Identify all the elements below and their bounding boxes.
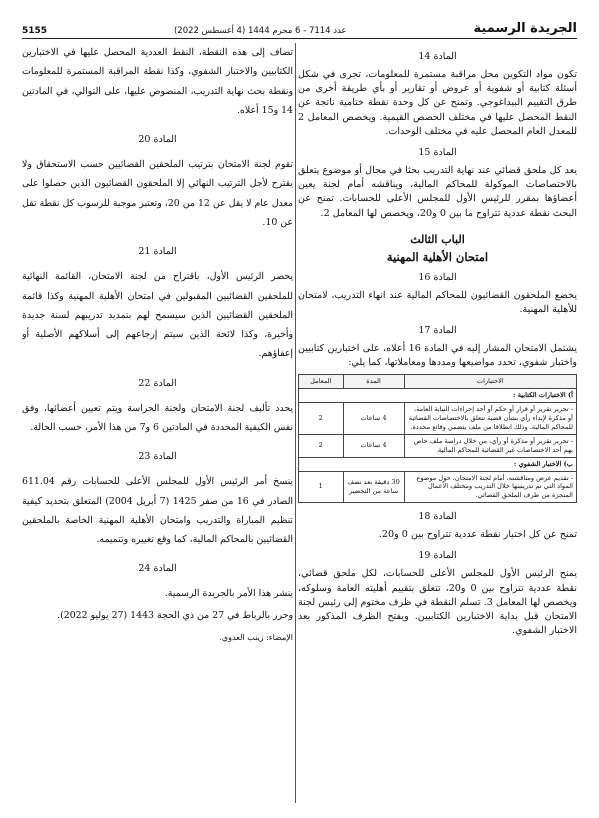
- article-15-title: المادة 15: [418, 146, 457, 158]
- article-24-text: ينشر هذا الأمر بالجريدة الرسمية.: [164, 588, 294, 600]
- closing-date: وحرر بالرباط في 27 من ذي الحجة 1443 (27 يوليو 2022).: [57, 609, 294, 621]
- section-written: أ) الاختبارات الكتابية :: [299, 389, 577, 403]
- exam-description: - تحرير تقرير أو قرار أو حكم أو أحد إجراءات النيابة العامة، أو مذكرة لإبداء رأي بشأن قضية تتعلق بالاختصاصات القضائية للمحاكم المالية، وذلك انطلاقا من ملف يتضمن وقائع محددة.: [404, 403, 576, 435]
- exam-duration: 4 ساعات: [343, 403, 404, 435]
- article-17-title: المادة 17: [418, 325, 457, 337]
- table-header-exams: الاختبارات: [404, 375, 576, 389]
- page-header: [22, 18, 577, 39]
- article-23-text: ينسخ أمر الرئيس الأول للمجلس الأعلى للحسابات رقم 611.04 الصادر في 16 من صفر 1425 (7 أبريل 2004) المتعلق بتحديد كيفية تنظيم المباراة والتدريب وامتحان الأهلية المهنية الخاصة بالملحقين القضائيين بالمحاكم المالية، كما وقع تغييره وتتميمه.: [22, 476, 294, 546]
- article-16-text: يخضع الملحقون القضائيون للمحاكم المالية عند انهاء التدريب، لامتحان للأهلية المهنية.: [298, 289, 577, 315]
- article-20-text: تقوم لجنة الامتحان بترتيب الملحقين القضائيين حسب الاستحقاق ولا يقترح لأجل الترتيب النهائي إلا الملحقون القضائيون الذين حصلوا على معدل عام لا يقل عن 12 من 20، وتعتبر موجبة للرسوب كل نقطة تقل عن 10.: [22, 159, 294, 228]
- table-header-row: [299, 375, 577, 389]
- table-row: [299, 471, 577, 503]
- article-21-text: يحصر الرئيس الأول، باقتراح من لجنة الامتحان، القائمة النهائية للملحقين القضائيين المقبولين في امتحان الأهلية المهنية وكذا قائمة الملحقين القضائيين الذين سيسمح لهم بتمديد تدريبهم لسنة جديدة وأخيرة، وكذا لائحة الذين سيتم إرجاعهم إلى أسلاكهم الأصلية أو إعفاؤهم.: [22, 271, 294, 360]
- issue-info: عدد 7114 - 6 محرم 1444 (4 أغسطس 2022): [173, 26, 347, 36]
- page-number: 5155: [22, 26, 48, 36]
- section-oral: ب) الاختبار الشفوي :: [299, 457, 577, 471]
- left-column: [22, 43, 293, 818]
- right-column: [298, 43, 577, 818]
- article-14-text: تكون مواد التكوين محل مراقبة مستمرة للمعلومات، تجرى في شكل أسئلة كتابية أو شفوية أو عروض أو تقارير أو بأي طريقة أخرى من طرق التقييم البيداغوجي. وتمنح عن كل وحدة نقطة ختامية ناتجة عن النقط المحصل عليها في مختلف الحصص القيمية. ويخصص المعامل 2 للمعدل العام المحصل عليه في مختلف الوحدات.: [298, 69, 577, 137]
- article-23-title: المادة 23: [138, 451, 177, 463]
- article-24-title: المادة 24: [138, 563, 177, 575]
- exams-table: [298, 374, 577, 503]
- signature: الإمضاء: زينب العدوي.: [219, 632, 294, 642]
- article-22-title: المادة 22: [138, 377, 177, 389]
- article-17-text: يشتمل الامتحان المشار إليه في المادة 16 أعلاه، على اختبارين كتابيين واختبار شفوي، تحدد مواضيعها ومددها ومعاملاتها، كما يلي:: [298, 343, 577, 369]
- exam-duration: 4 ساعات: [343, 434, 404, 457]
- article-19-text: يمنح الرئيس الأول للمجلس الأعلى للحسابات، لكل ملحق قضائي، نقطة عددية تتراوح بين 0 و20، تتعلق بتقييم أهليته العامة وسلوكه، ويخصص لها المعامل 3. تسلم النقطة في ظرف مختوم إلى رئيس لجنة الامتحان قبل بداية الاختبارين الكتابيين. ويفتح الظرف المذكور بعد الاختبار الشفوي.: [298, 568, 577, 637]
- exam-description: - تقديم عرض ومناقشته، أمام لجنة الامتحان، حول موضوع المواد التي تم تدريسها خلال التدريب ومختلف الأعمال المنجزة من طرف الملحق القضائي.: [404, 471, 576, 503]
- gazette-title: الجريدة الرسمية: [473, 21, 577, 36]
- exam-coefficient: 2: [299, 403, 343, 435]
- exam-duration: 30 دقيقة بعد نصف ساعة من التحضير: [343, 471, 404, 503]
- article-18-text: تمنح عن كل اختبار نقطة عددية تتراوح بين 0 و20.: [378, 529, 577, 541]
- article-21-title: المادة 21: [138, 246, 177, 258]
- article-18-title: المادة 18: [418, 511, 457, 523]
- article-20-title: المادة 20: [138, 134, 177, 146]
- article-15-text: يعد كل ملحق قضائي عند نهاية التدريب بحثا في مجال أو موضوع يتعلق بالاختصاصات الموكولة للمحاكم المالية، ويناقشه أمام لجنة يعين أعضاؤها بمقرر للرئيس الأول للمجلس الأعلى للحسابات. تمنح عن البحث نقطة عددية تتراوح ما بين 0 و20، ويخصص لها المعامل 2.: [298, 164, 577, 219]
- table-section-row: [299, 389, 577, 403]
- exam-coefficient: 2: [299, 434, 343, 457]
- article-16-title: المادة 16: [418, 271, 457, 283]
- article-14-title: المادة 14: [418, 51, 457, 62]
- table-row: [299, 403, 577, 435]
- chapter-heading: الباب الثالث: [410, 232, 465, 246]
- column-divider: [295, 43, 296, 803]
- chapter-subheading: امتحان الأهلية المهنية: [386, 249, 489, 264]
- article-19-title: المادة 19: [418, 550, 457, 562]
- table-row: [299, 434, 577, 457]
- article-19-continuation: تضاف إلى هذه النقطة، النقط العددية المحصل عليها في الاختبارين الكتابيين والاختبار الشفوي، وكذا نقطة المراقبة المستمرة للمعلومات ونقطة بحث نهاية التدريب، المنصوص عليها، على التوالي، في المادتين 14 و15 أعلاه.: [22, 47, 294, 116]
- table-section-row: [299, 457, 577, 471]
- table-header-duration: المدة: [343, 375, 404, 389]
- table-header-coefficient: المعامل: [299, 375, 343, 389]
- exam-description: - تحرير تقرير أو مذكرة أو رأي، من خلال دراسة ملف خاص بهم أحد الاختصاصات غير القضائية للمحاكم المالية.: [404, 434, 576, 457]
- exam-coefficient: 1: [299, 471, 343, 503]
- article-22-text: يحدد تأليف لجنة الامتحان ولجنة الحراسة ويتم تعيين أعضائها، وفق نفس الكيفية المحددة في المادتين 6 و7 من هذا الأمر، حسب الحالة.: [22, 402, 294, 433]
